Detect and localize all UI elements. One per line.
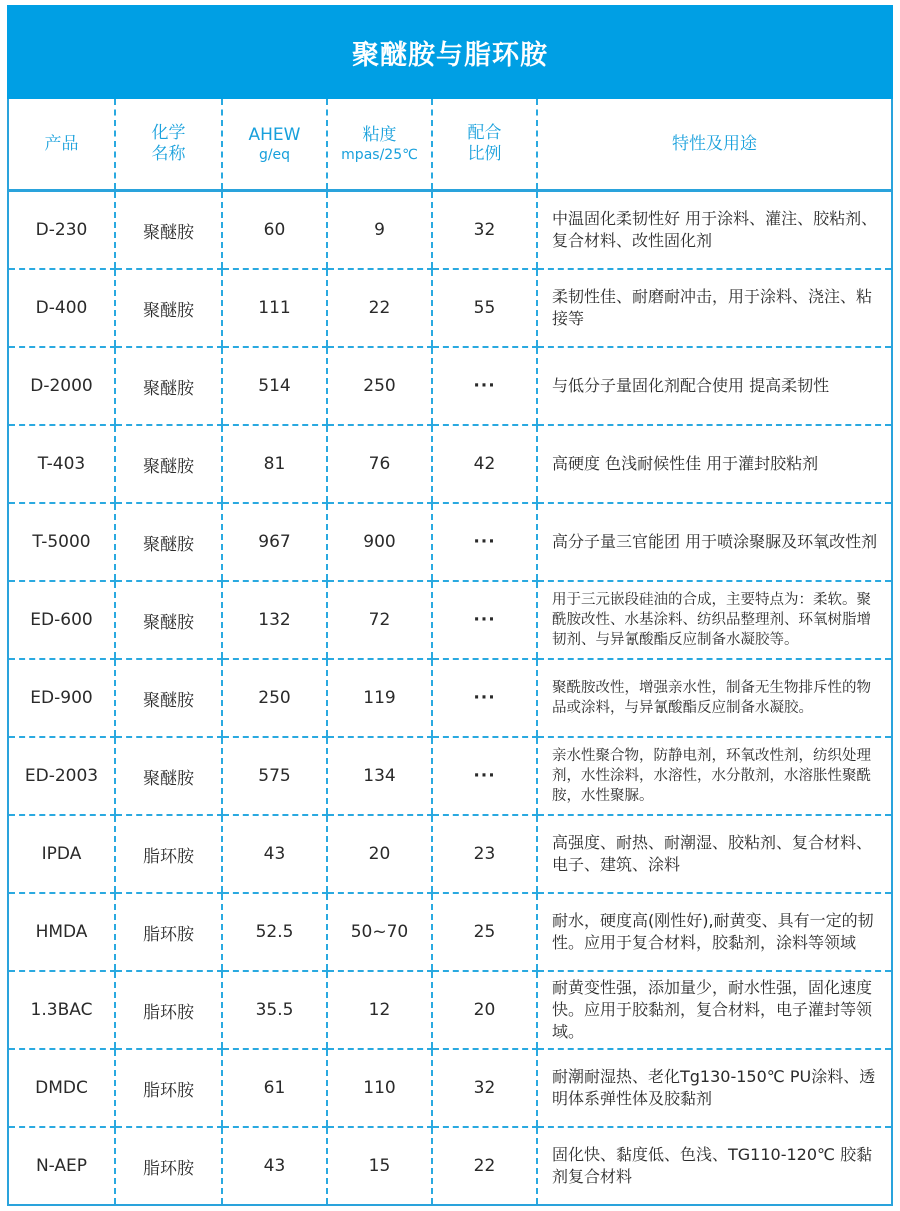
header-ahew: AHEW g/eq: [222, 99, 327, 191]
cell-chem-name: 聚醚胺: [115, 347, 222, 425]
cell-chem-name: 聚醚胺: [115, 425, 222, 503]
cell-ahew: 52.5: [222, 893, 327, 971]
cell-product: DMDC: [9, 1049, 115, 1127]
header-row: [9, 99, 891, 191]
table-row: [9, 503, 891, 581]
table-row: [9, 815, 891, 893]
cell-product: D-400: [9, 269, 115, 347]
cell-chem-name: 聚醚胺: [115, 191, 222, 270]
cell-chem-name: 聚醚胺: [115, 269, 222, 347]
cell-ratio: ···: [432, 581, 537, 659]
cell-properties: 中温固化柔韧性好 用于涂料、灌注、胶粘剂、复合材料、改性固化剂: [537, 191, 891, 270]
cell-properties: 耐水，硬度高(刚性好),耐黄变、具有一定的韧性。应用于复合材料，胶黏剂，涂料等领域: [537, 893, 891, 971]
cell-product: T-403: [9, 425, 115, 503]
cell-ratio: 32: [432, 1049, 537, 1127]
cell-ratio: ···: [432, 737, 537, 815]
cell-ratio: ···: [432, 659, 537, 737]
cell-ahew: 111: [222, 269, 327, 347]
cell-viscosity: 250: [327, 347, 432, 425]
cell-ratio: 32: [432, 191, 537, 270]
cell-product: ED-900: [9, 659, 115, 737]
cell-viscosity: 110: [327, 1049, 432, 1127]
product-sheet: [7, 5, 893, 1206]
cell-viscosity: 22: [327, 269, 432, 347]
cell-ratio: ···: [432, 347, 537, 425]
cell-ahew: 43: [222, 815, 327, 893]
cell-properties: 聚酰胺改性，增强亲水性，制备无生物排斥性的物品或涂料，与异氰酸酯反应制备水凝胶。: [537, 659, 891, 737]
cell-ratio: ···: [432, 503, 537, 581]
cell-chem-name: 聚醚胺: [115, 659, 222, 737]
cell-viscosity: 134: [327, 737, 432, 815]
cell-product: HMDA: [9, 893, 115, 971]
table-row: [9, 659, 891, 737]
cell-viscosity: 20: [327, 815, 432, 893]
cell-ratio: 25: [432, 893, 537, 971]
table-row: [9, 971, 891, 1049]
product-table: [9, 99, 891, 1204]
cell-properties: 柔韧性佳、耐磨耐冲击，用于涂料、浇注、粘接等: [537, 269, 891, 347]
table-row: [9, 347, 891, 425]
cell-ratio: 55: [432, 269, 537, 347]
cell-ratio: 20: [432, 971, 537, 1049]
cell-ratio: 42: [432, 425, 537, 503]
cell-properties: 固化快、黏度低、色浅、TG110-120℃ 胶黏剂复合材料: [537, 1127, 891, 1204]
cell-viscosity: 119: [327, 659, 432, 737]
cell-ahew: 575: [222, 737, 327, 815]
cell-properties: 耐潮耐湿热、老化Tg130-150℃ PU涂料、透明体系弹性体及胶黏剂: [537, 1049, 891, 1127]
cell-ahew: 132: [222, 581, 327, 659]
cell-properties: 高硬度 色浅耐候性佳 用于灌封胶粘剂: [537, 425, 891, 503]
cell-product: D-2000: [9, 347, 115, 425]
header-properties: 特性及用途: [537, 99, 891, 191]
cell-ahew: 43: [222, 1127, 327, 1204]
header-viscosity: 粘度 mpas/25℃: [327, 99, 432, 191]
cell-chem-name: 脂环胺: [115, 815, 222, 893]
cell-properties: 与低分子量固化剂配合使用 提高柔韧性: [537, 347, 891, 425]
table-row: [9, 1049, 891, 1127]
cell-viscosity: 72: [327, 581, 432, 659]
cell-chem-name: 脂环胺: [115, 971, 222, 1049]
cell-product: ED-2003: [9, 737, 115, 815]
table-row: [9, 737, 891, 815]
table-row: [9, 269, 891, 347]
cell-product: 1.3BAC: [9, 971, 115, 1049]
cell-properties: 用于三元嵌段硅油的合成，主要特点为：柔软。聚酰胺改性、水基涂料、纺织品整理剂、环氧树脂增韧剂、与异氰酸酯反应制备水凝胶等。: [537, 581, 891, 659]
page-title: 聚醚胺与脂环胺: [352, 39, 548, 71]
cell-ahew: 514: [222, 347, 327, 425]
cell-product: D-230: [9, 191, 115, 270]
header-ratio: 配合 比例: [432, 99, 537, 191]
table-row: [9, 581, 891, 659]
table-row: [9, 1127, 891, 1204]
table-row: [9, 425, 891, 503]
cell-viscosity: 15: [327, 1127, 432, 1204]
cell-viscosity: 12: [327, 971, 432, 1049]
header-chem-name: 化学 名称: [115, 99, 222, 191]
title-banner: [7, 5, 893, 99]
header-product: 产品: [9, 99, 115, 191]
cell-product: ED-600: [9, 581, 115, 659]
cell-properties: 高强度、耐热、耐潮湿、胶粘剂、复合材料、电子、建筑、涂料: [537, 815, 891, 893]
cell-ahew: 60: [222, 191, 327, 270]
cell-product: IPDA: [9, 815, 115, 893]
table-row: [9, 893, 891, 971]
cell-ahew: 967: [222, 503, 327, 581]
cell-ahew: 61: [222, 1049, 327, 1127]
cell-chem-name: 脂环胺: [115, 1049, 222, 1127]
cell-chem-name: 聚醚胺: [115, 737, 222, 815]
cell-properties: 高分子量三官能团 用于喷涂聚脲及环氧改性剂: [537, 503, 891, 581]
cell-chem-name: 聚醚胺: [115, 503, 222, 581]
cell-product: T-5000: [9, 503, 115, 581]
cell-ratio: 23: [432, 815, 537, 893]
cell-product: N-AEP: [35, 1156, 88, 1176]
cell-ahew: 250: [222, 659, 327, 737]
cell-properties: 耐黄变性强，添加量少，耐水性强，固化速度快。应用于胶黏剂，复合材料，电子灌封等领域。: [537, 971, 891, 1049]
cell-ratio: 22: [432, 1127, 537, 1204]
table-row: [9, 191, 891, 270]
cell-chem-name: 脂环胺: [115, 893, 222, 971]
cell-viscosity: 76: [327, 425, 432, 503]
cell-chem-name: 脂环胺: [115, 1127, 222, 1204]
cell-viscosity: 900: [327, 503, 432, 581]
cell-ahew: 35.5: [222, 971, 327, 1049]
cell-properties: 亲水性聚合物，防静电剂，环氧改性剂，纺织处理剂，水性涂料，水溶性，水分散剂，水溶胀性聚酰胺，水性聚脲。: [537, 737, 891, 815]
cell-viscosity: 9: [327, 191, 432, 270]
cell-ahew: 81: [222, 425, 327, 503]
cell-viscosity: 50~70: [327, 893, 432, 971]
cell-chem-name: 聚醚胺: [115, 581, 222, 659]
